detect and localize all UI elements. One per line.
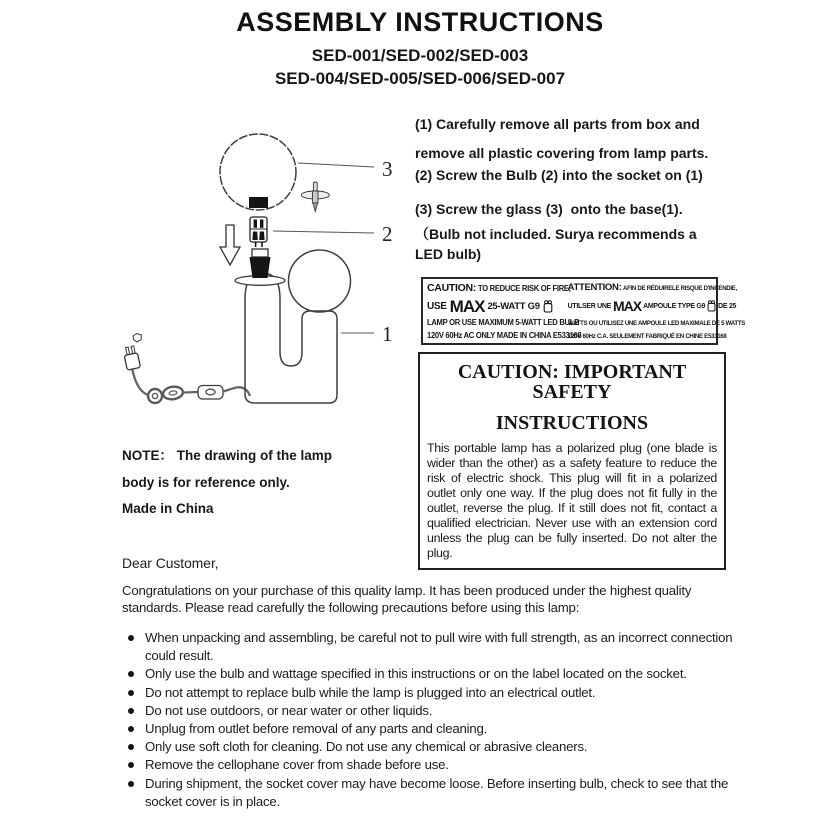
made-in-china-label: Made in China [122, 501, 214, 516]
precaution-text: Do not attempt to replace bulb while the lamp is plugged into an electrical outlet. [145, 684, 596, 700]
globe-collar [249, 197, 268, 208]
cord-loop [148, 389, 162, 403]
plug-finial [133, 334, 142, 343]
precaution-text: Do not use outdoors, or near water or other liquids. [145, 702, 433, 718]
list-item [128, 629, 734, 665]
caution-heading: CAUTION: [427, 282, 476, 294]
intro-paragraph: Congratulations on your purchase of this quality lamp. It has been produced under the highest quality standards. Please read carefully the following precautions before using this lamp: [122, 583, 692, 615]
leader-line-3 [298, 163, 374, 167]
g9-bulb-icon [707, 300, 716, 312]
list-item [128, 702, 734, 720]
safety-instructions-box [418, 352, 726, 570]
step-1-line1: (1) Carefully remove all parts from box and [415, 116, 700, 132]
part-number-1: 1 [382, 322, 393, 346]
safety-title-line1: CAUTION: IMPORTANT SAFETY [457, 361, 687, 403]
switch-button [206, 389, 215, 395]
part-number-3: 3 [382, 157, 393, 181]
bullet-icon [128, 635, 134, 641]
leader-line-2 [273, 231, 374, 233]
bulb-note-line2: LED bulb) [415, 246, 482, 262]
list-item [128, 738, 734, 756]
model-numbers-line2: SED-004/SED-005/SED-006/SED-007 [274, 69, 566, 88]
down-arrow-icon [220, 225, 240, 265]
list-item [128, 756, 734, 774]
warning-label-french: ATTENTION: AFIN DE RÉDUIRELE RISQUE D'INCENDIE, UTILSER UNE MAX AMPOULE TYPE G9 DE 25 WATTS OU UTILISEZ UNE AMPOULE LED MAXIMALE DE 5 WATTS 120V 60Hz C.A. SEULEMENT FABRIQUÉ EN CHINE E533168 [567, 282, 745, 340]
g9-bulb-part [250, 217, 267, 247]
assembly-steps [415, 110, 835, 275]
note-line1: NOTE： The drawing of the lamp [122, 448, 333, 463]
part-number-2: 2 [382, 222, 393, 246]
power-plug [123, 334, 142, 371]
screw-icon [301, 182, 329, 212]
warning-label [421, 277, 745, 345]
lamp-assembly-diagram [110, 105, 420, 435]
list-item [128, 775, 734, 811]
socket-body [250, 257, 271, 278]
step-3: (3) Screw the glass (3) onto the base(1). [415, 201, 683, 217]
page-title: ASSEMBLY INSTRUCTIONS [236, 7, 604, 37]
precaution-text: Only use soft cloth for cleaning. Do not use any chemical or abrasive cleaners. [145, 739, 588, 755]
note-line2: body is for reference only. [122, 475, 290, 490]
cord-knot [162, 385, 184, 400]
bullet-icon [128, 671, 134, 677]
warning-label-english: CAUTION: TO REDUCE RISK OF FIRE, USE MAX 25-WATT G9 LAMP OR USE MAXIMUM 5-WATT LED BULB 120V 60Hz AC ONLY MADE IN CHINA E533168 [427, 282, 582, 340]
lamp-sphere [289, 250, 351, 312]
reference-note [122, 444, 422, 524]
bullet-icon [128, 726, 134, 732]
precaution-list [128, 629, 734, 811]
bullet-icon [128, 708, 134, 714]
glass-globe-part [220, 134, 296, 210]
list-item [128, 665, 734, 683]
safety-title-line2: INSTRUCTIONS [495, 412, 649, 434]
g9-bulb-icon [543, 300, 553, 313]
lamp-socket [235, 249, 285, 285]
precaution-text: Unplug from outlet before removal of any parts and cleaning. [145, 721, 488, 737]
precaution-text: Remove the cellophane cover from shade before use. [145, 757, 449, 773]
step-1-line2: remove all plastic covering from lamp parts. [415, 145, 709, 161]
bullet-icon [128, 744, 134, 750]
list-item [128, 684, 734, 702]
step-2: (2) Screw the Bulb (2) into the socket on (1) [415, 167, 703, 183]
list-item [128, 720, 734, 738]
socket-cylinder [252, 249, 268, 257]
bulb-note-line1: （Bulb not included. Surya recommends a [415, 226, 697, 242]
salutation: Dear Customer, [122, 556, 219, 571]
bullet-icon [128, 762, 134, 768]
attention-heading: ATTENTION: [567, 282, 622, 293]
precaution-text: Only use the bulb and wattage specified in this instructions or on the label located on the socket. [145, 666, 687, 682]
precaution-text: During shipment, the socket cover may have become loose. Before inserting bulb, check to see that the socket cover is in place. [145, 775, 729, 809]
power-cord [132, 368, 250, 403]
model-numbers-line1: SED-001/SED-002/SED-003 [311, 46, 529, 65]
plug-body [124, 353, 140, 370]
bullet-icon [128, 690, 134, 696]
bullet-icon [128, 781, 134, 787]
precaution-text: When unpacking and assembling, be careful not to pull wire with full strength, as an incorrect connection could result. [145, 630, 733, 664]
safety-body-text: This portable lamp has a polarized plug (one blade is wider than the other) as a safety feature to reduce the risk of electric shock. This plug will fit in a polarized outlet only one way. If the plug does not fit fully in the outlet, reverse the plug. If it still does not fit, contact a qualified electrician. Never use with an extension cord unless the plug can be fully inserted. Do not alter the plug. [427, 441, 717, 560]
